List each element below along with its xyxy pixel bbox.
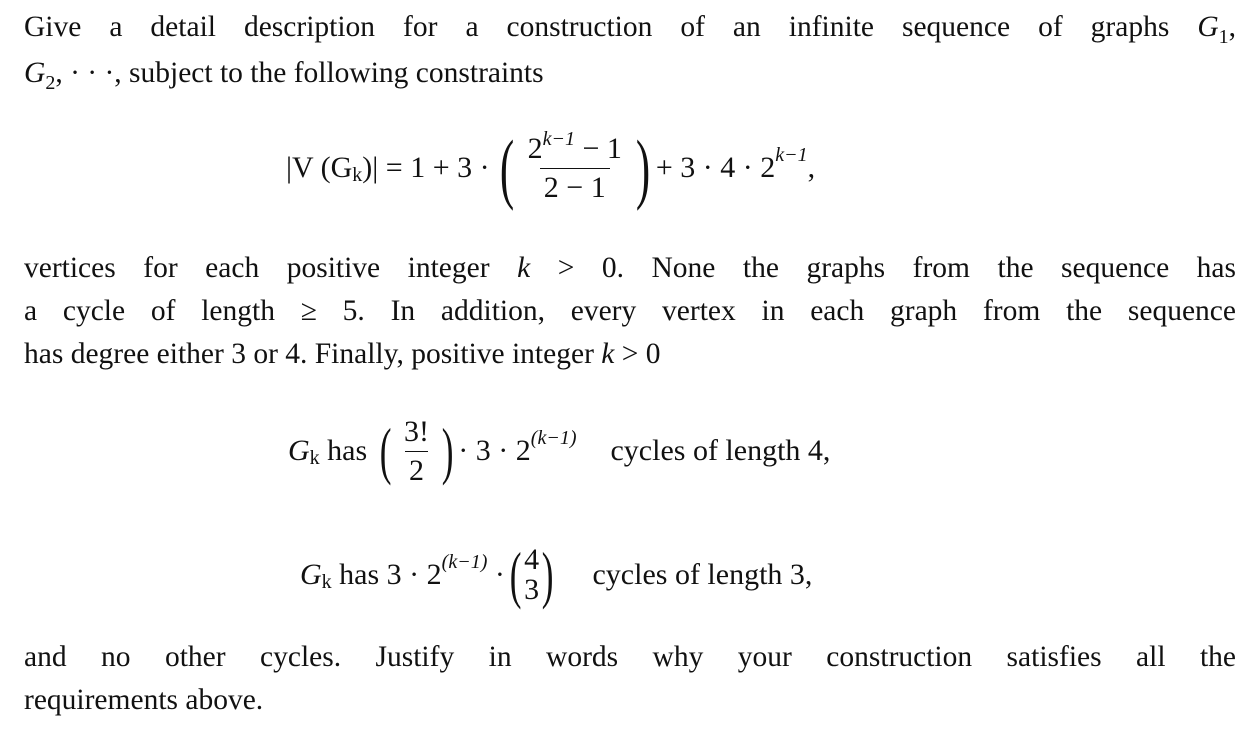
- fraction-3-factorial: $\frac{3!}{2}$: [403, 414, 429, 487]
- vertex-count-equation: |V (G k )| = 1 + 3 · ( $\frac{2^{k-1} - 1}{2 - 1}$ ) + 3 · 4 · 2 k−1 ,: [286, 124, 816, 211]
- closing-paragraph: [24, 636, 1236, 722]
- binomial-4-choose-3: 4 3: [524, 543, 540, 606]
- middle-line-3: has degree either 3 or 4. Finally, positive integer k > 0: [24, 338, 661, 370]
- fraction: $\frac{2^{k-1} - 1}{2 - 1}$: [527, 127, 622, 204]
- intro-paragraph: [24, 6, 1236, 98]
- cycles-length-4-condition: G k has ( $\frac{3!}{2}$ ) · 3 · 2 (k−1) cycles of length 4,: [288, 414, 831, 487]
- closing-line-2: requirements above.: [24, 684, 264, 716]
- middle-line-1: vertices for each positive integer k > 0. None the graphs from the sequence has: [24, 252, 1237, 284]
- closing-line-1: and no other cycles. Justify in words why your construction satisfies all the: [24, 641, 1236, 673]
- intro-line-2: $G_2$, · · ·, subject to the following constraints: [24, 57, 544, 94]
- middle-paragraph: [24, 247, 1236, 376]
- middle-line-2: a cycle of length ≥ 5. In addition, every vertex in each graph from the sequence: [24, 295, 1236, 327]
- cycles-length-3-condition: G k has 3 · 2 (k−1) · ( 4 3 ) cycles of length 3,: [300, 539, 813, 610]
- intro-line-1: Give a detail description for a construction of an infinite sequence of graphs $G_1$,: [24, 11, 1236, 48]
